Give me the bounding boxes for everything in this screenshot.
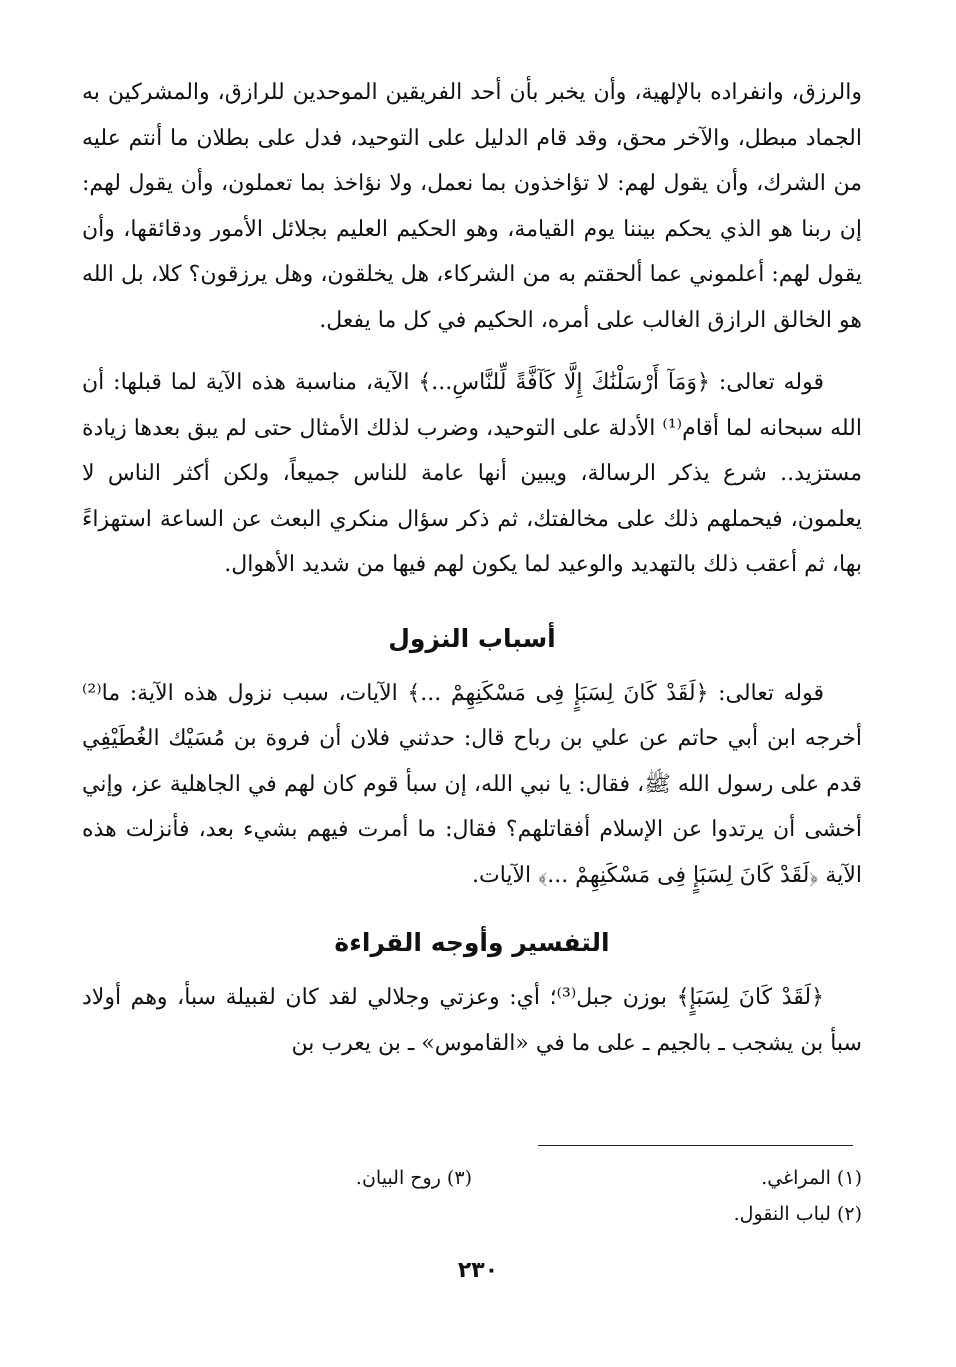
footnote-row	[82, 1196, 862, 1232]
footnote-2: (٢) لباب النقول.	[733, 1203, 862, 1225]
section-heading-asbab: أسباب النزول	[388, 623, 556, 653]
paragraph-1: والرزق، وانفراده بالإلهية، وأن يخبر بأن أحد الفريقين الموحدين للرازق، والمشركين به الجماد مبطل، والآخر محق، وقد قام الدليل على التوحيد، فدل على بطلان ما أنتم عليه من الشرك، وأن يقول لهم: لا تؤاخذون بما نعمل، ولا نؤاخذ بما تعملون، وأن يقول لهم: إن ربنا هو الذي يحكم بيننا يوم القيامة، وهو الحكيم العليم بجلائل الأمور ودقائقها، وأن يقول لهم: أعلموني عما ألحقتم به من الشركاء، هل يخلقون، وهل يرزقون؟ كلا، بل الله هو الخالق الرازق الغالب على أمره، الحكيم في كل ما يفعل.	[82, 80, 862, 333]
footnote-divider	[538, 1145, 853, 1146]
paragraph-3: قوله تعالى: ﴿لَقَدْ كَانَ لِسَبَإٍ فِى مَسْكَنِهِمْ ...﴾ الآيات، سبب نزول هذه الآية: ما⁽²⁾ أخرجه ابن أبي حاتم عن علي بن رباح قال: حدثني فلان أن فروة بن مُسَيْك الغُطَيْفِي قدم على رسول الله ﷺ، فقال: يا نبي الله، إن سبأ قوم كان لهم في الجاهلية عز، وإني أخشى أن يرتدوا عن الإسلام أفقاتلهم؟ فقال: ما أمرت فيهم بشيء بعد، فأنزلت هذه الآية ﴿لَقَدْ كَانَ لِسَبَإٍ فِى مَسْكَنِهِمْ ...﴾ الآيات.	[82, 680, 862, 888]
page-body	[82, 70, 862, 1066]
section-heading-tafsir: التفسير وأوجه القراءة	[334, 928, 610, 957]
footnote-1: (١) المراغي.	[761, 1167, 862, 1189]
page-number: ٢٣٠	[457, 1258, 499, 1283]
footnote-row	[82, 1160, 862, 1196]
paragraph-4: ﴿لَقَدْ كَانَ لِسَبَإٍ﴾ بوزن جبل⁽³⁾؛ أي: وعزتي وجلالي لقد كان لقبيلة سبأ، وهم أولاد سبأ بن يشجب ـ بالجيم ـ على ما في «القاموس» ـ بن يعرب بن	[82, 985, 862, 1056]
footnote-3: (٣) روح البيان.	[355, 1167, 472, 1189]
footnotes	[82, 1160, 862, 1232]
paragraph-2: قوله تعالى: ﴿وَمَآ أَرْسَلْنَٰكَ إِلَّا كَآفَّةً لِّلنَّاسِ...﴾ الآية، مناسبة هذه الآية لما قبلها: أن الله سبحانه لما أقام⁽¹⁾ الأدلة على التوحيد، وضرب لذلك الأمثال حتى لم يبق بعدها زيادة مستزيد.. شرع يذكر الرسالة، ويبين أنها عامة للناس جميعاً، ولكن أكثر الناس لا يعلمون، فيحملهم ذلك على مخالفتك، ثم ذكر سؤال منكري البعث عن الساعة استهزاءً بها، ثم أعقب ذلك بالتهديد والوعيد لما يكون لهم فيها من شديد الأهوال.	[82, 370, 863, 577]
